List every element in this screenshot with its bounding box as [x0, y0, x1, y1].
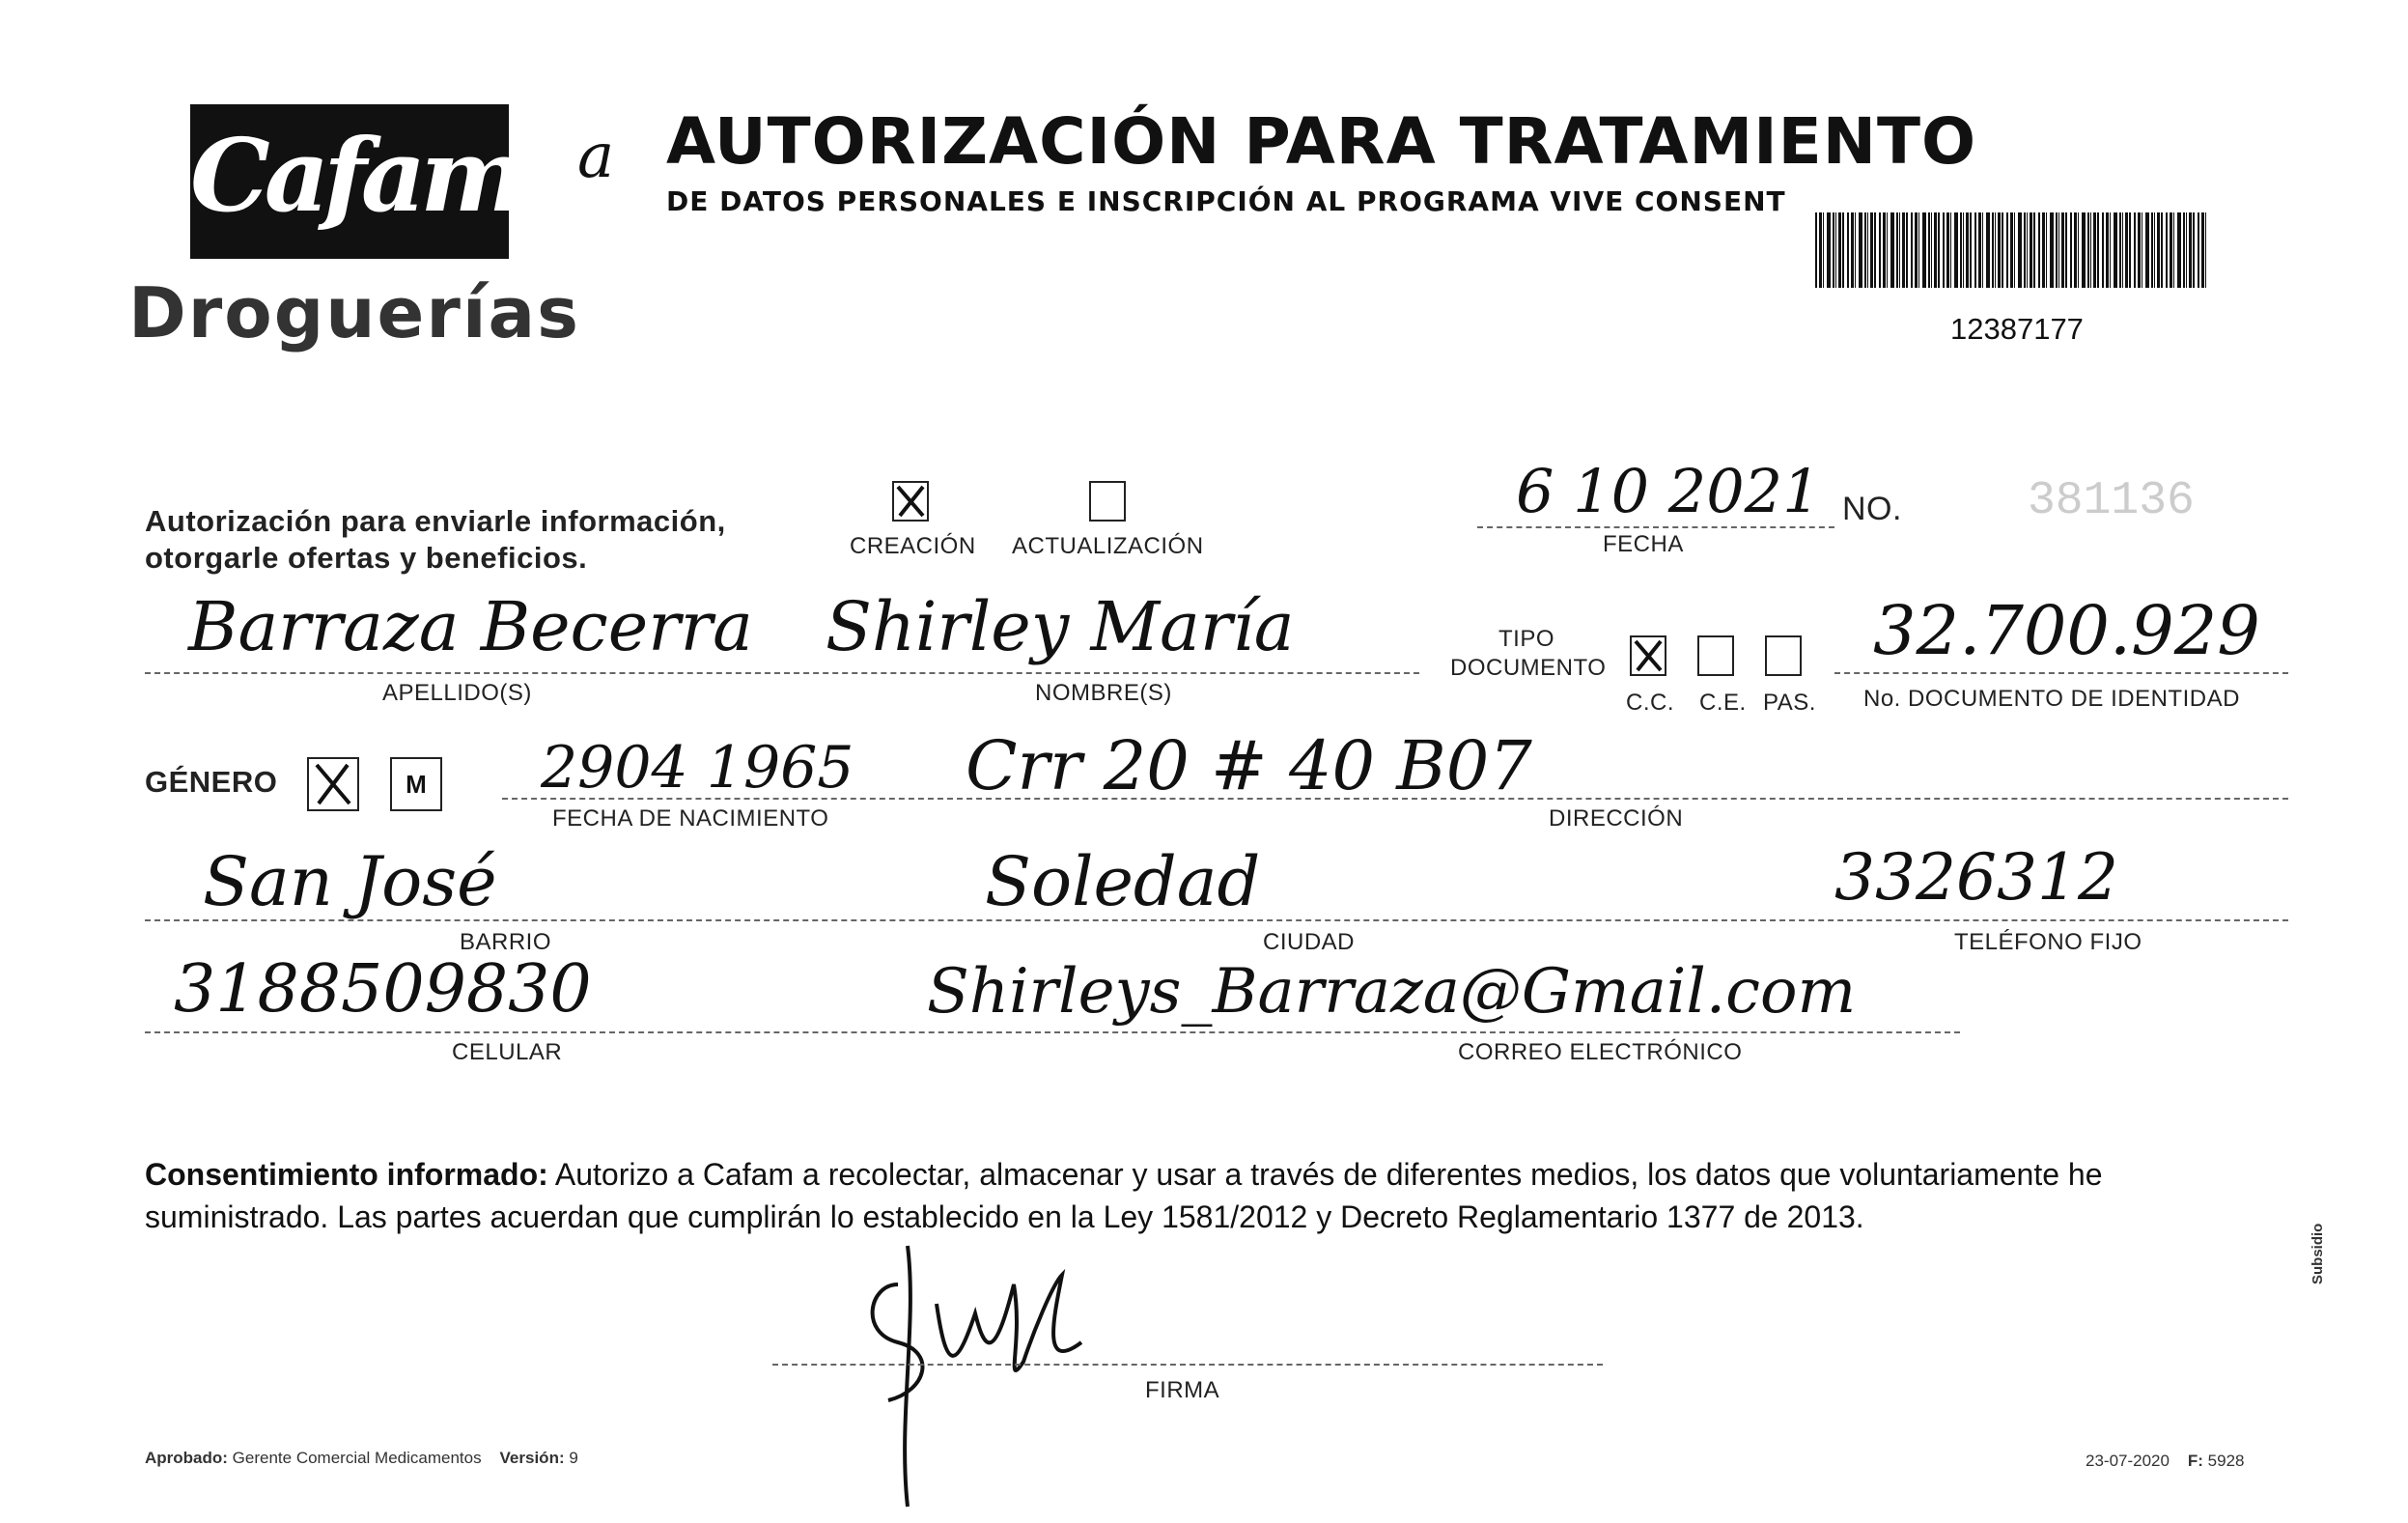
- barcode-icon: [1815, 212, 2213, 288]
- checkmark-x-icon: [1632, 637, 1665, 674]
- footer-code-label: F:: [2187, 1452, 2203, 1470]
- brand-name: Droguerías: [128, 272, 580, 353]
- barrio-value[interactable]: San José: [203, 842, 497, 921]
- telefono-label: TELÉFONO FIJO: [1954, 929, 2142, 955]
- correo-label: CORREO ELECTRÓNICO: [1458, 1039, 1743, 1065]
- ciudad-label: CIUDAD: [1263, 929, 1356, 955]
- consent-text-1: Autorizo a Cafam a recolectar, almacenar y usar a través de diferentes medios, los datos que voluntariamente he: [554, 1157, 2103, 1192]
- barcode-number: 12387177: [1950, 312, 2084, 346]
- tipo-label-1: TIPO: [1498, 626, 1555, 652]
- creacion-checkbox[interactable]: [892, 481, 929, 522]
- form-subtitle: DE DATOS PERSONALES E INSCRIPCIÓN AL PROGRAMA VIVE CONSENT: [666, 185, 1786, 217]
- row4-line: [145, 1031, 1960, 1033]
- signature-icon: [830, 1227, 1120, 1516]
- tipo-label-2: DOCUMENTO: [1450, 655, 1607, 681]
- fecha-value[interactable]: 6 10 2021: [1516, 456, 1821, 526]
- footer-code-value: 5928: [2207, 1452, 2245, 1470]
- version-label: Versión:: [499, 1449, 565, 1467]
- firma-line: [772, 1364, 1603, 1366]
- direccion-label: DIRECCIÓN: [1549, 805, 1684, 832]
- barrio-label: BARRIO: [460, 929, 552, 955]
- authorization-line2: otorgarle ofertas y beneficios.: [145, 541, 588, 575]
- cafam-logo: Cafam: [190, 116, 521, 235]
- nombres-label: NOMBRE(S): [1035, 680, 1172, 706]
- cc-checkbox[interactable]: [1630, 635, 1666, 676]
- ce-checkbox[interactable]: [1697, 635, 1734, 676]
- version-value: 9: [569, 1449, 578, 1467]
- checkmark-x-icon: [894, 483, 927, 520]
- scribble-mark: a: [577, 121, 615, 192]
- aprobado-label: Aprobado:: [145, 1449, 228, 1467]
- telefono-value[interactable]: 3326312: [1834, 840, 2118, 915]
- fecha-label: FECHA: [1603, 531, 1684, 557]
- nacimiento-label: FECHA DE NACIMIENTO: [552, 805, 829, 832]
- side-text: Subsidio: [2310, 1223, 2326, 1284]
- actualizacion-label: ACTUALIZACIÓN: [1012, 533, 1204, 559]
- pas-label: PAS.: [1763, 690, 1816, 716]
- fecha-line: [1477, 526, 1834, 528]
- numero-label: NO.: [1842, 491, 1902, 527]
- consent-text-2: suministrado. Las partes acuerdan que cumplirán lo establecido en la Ley 1581/2012 y Decreto Reglamentario 1377 de 2013.: [145, 1199, 1864, 1234]
- form-title: AUTORIZACIÓN PARA TRATAMIENTO: [666, 104, 1977, 179]
- consent-heading: Consentimiento informado:: [145, 1157, 548, 1192]
- checkmark-x-icon: [309, 759, 357, 809]
- celular-value[interactable]: 3188509830: [174, 951, 592, 1028]
- documento-value[interactable]: 32.700.929: [1873, 591, 2260, 670]
- genero-m-checkbox[interactable]: M: [390, 757, 442, 811]
- ce-label: C.E.: [1699, 690, 1747, 716]
- firma-label: FIRMA: [1145, 1377, 1220, 1403]
- footer-date: 23-07-2020: [2086, 1452, 2170, 1470]
- documento-line: [1834, 672, 2288, 674]
- aprobado-value: Gerente Comercial Medicamentos: [232, 1449, 482, 1467]
- nacimiento-value[interactable]: 2904 1965: [541, 734, 854, 802]
- name-line: [145, 672, 1419, 674]
- footer-right: [2086, 1452, 2244, 1471]
- nombres-value[interactable]: Shirley María: [826, 587, 1295, 666]
- apellidos-value[interactable]: Barraza Becerra: [188, 587, 753, 666]
- actualizacion-checkbox[interactable]: [1089, 481, 1126, 522]
- creacion-label: CREACIÓN: [850, 533, 976, 559]
- genero-label: GÉNERO: [145, 765, 278, 799]
- row3-line: [145, 919, 2288, 921]
- celular-label: CELULAR: [452, 1039, 563, 1065]
- documento-label: No. DOCUMENTO DE IDENTIDAD: [1863, 686, 2240, 712]
- numero-value: 381136: [2028, 475, 2195, 527]
- authorization-line1: Autorización para enviarle información,: [145, 504, 726, 538]
- consent-line1: [145, 1153, 2288, 1196]
- direccion-value[interactable]: Crr 20 # 40 B07: [966, 726, 1532, 805]
- apellidos-label: APELLIDO(S): [382, 680, 532, 706]
- cc-label: C.C.: [1626, 690, 1674, 716]
- footer-left: [145, 1449, 578, 1468]
- genero-f-checkbox[interactable]: [307, 757, 359, 811]
- pas-checkbox[interactable]: [1765, 635, 1802, 676]
- ciudad-value[interactable]: Soledad: [985, 842, 1261, 921]
- correo-value[interactable]: Shirleys_Barraza@Gmail.com: [927, 956, 1857, 1028]
